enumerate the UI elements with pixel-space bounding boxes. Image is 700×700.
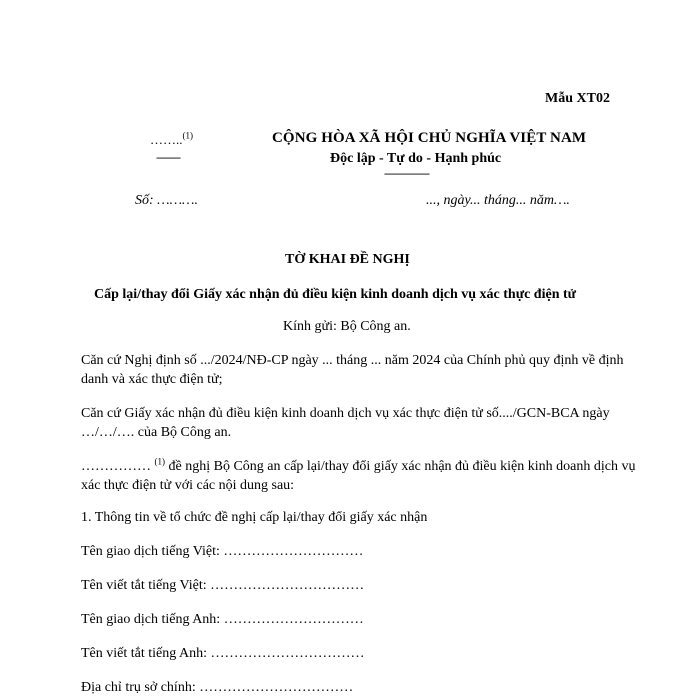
issuing-agency-placeholder: [150, 132, 193, 148]
agency-footnote-marker: (1): [182, 130, 193, 141]
agency-underline: --------: [156, 150, 180, 164]
field-english-abbreviation: Tên viết tắt tiếng Anh: ……………………………: [81, 646, 365, 661]
place-date-line: ..., ngày... tháng... năm….: [426, 193, 570, 208]
recipient-line: Kính gửi: Bộ Công an.: [283, 319, 411, 334]
request-footnote-marker: (1): [154, 456, 165, 467]
request-paragraph: [81, 457, 641, 495]
basis-decree-paragraph: Căn cứ Nghị định số .../2024/NĐ-CP ngày ... tháng ... năm 2024 của Chính phủ quy định về định danh và xác thực điện tử;: [81, 353, 624, 387]
request-text: đề nghị Bộ Công an cấp lại/thay đổi giấy xác nhận đủ điều kiện kinh doanh dịch vụ xác thực điện tử với các nội dung sau:: [81, 459, 636, 493]
basis-certificate-paragraph: Căn cứ Giấy xác nhận đủ điều kiện kinh doanh dịch vụ xác thực điện tử số..../GCN-BCA ngày …/…/…. của Bộ Công an.: [81, 406, 610, 440]
form-code: Mẫu XT02: [545, 91, 610, 106]
document-title: TỜ KHAI ĐỀ NGHỊ: [285, 252, 410, 267]
document-number: Số: ……….: [135, 193, 199, 208]
request-org-placeholder: ……………: [81, 459, 151, 474]
section-1-heading: 1. Thông tin về tổ chức đề nghị cấp lại/thay đổi giấy xác nhận: [81, 510, 428, 525]
field-vietnamese-abbreviation: Tên viết tắt tiếng Việt: ……………………………: [81, 578, 365, 593]
field-head-office-address: Địa chỉ trụ sở chính: ……………………………: [81, 680, 354, 695]
field-vietnamese-trade-name: Tên giao dịch tiếng Việt: …………………………: [81, 544, 364, 559]
country-name: CỘNG HÒA XÃ HỘI CHỦ NGHĨA VIỆT NAM: [272, 130, 587, 146]
field-english-trade-name: Tên giao dịch tiếng Anh: …………………………: [81, 612, 364, 627]
motto-underline: ---------------: [384, 166, 429, 180]
national-motto: Độc lập - Tự do - Hạnh phúc: [330, 151, 502, 166]
document-subtitle: Cấp lại/thay đổi Giấy xác nhận đủ điều kiện kinh doanh dịch vụ xác thực điện tử: [94, 287, 577, 302]
agency-dots: ……..: [150, 132, 183, 147]
